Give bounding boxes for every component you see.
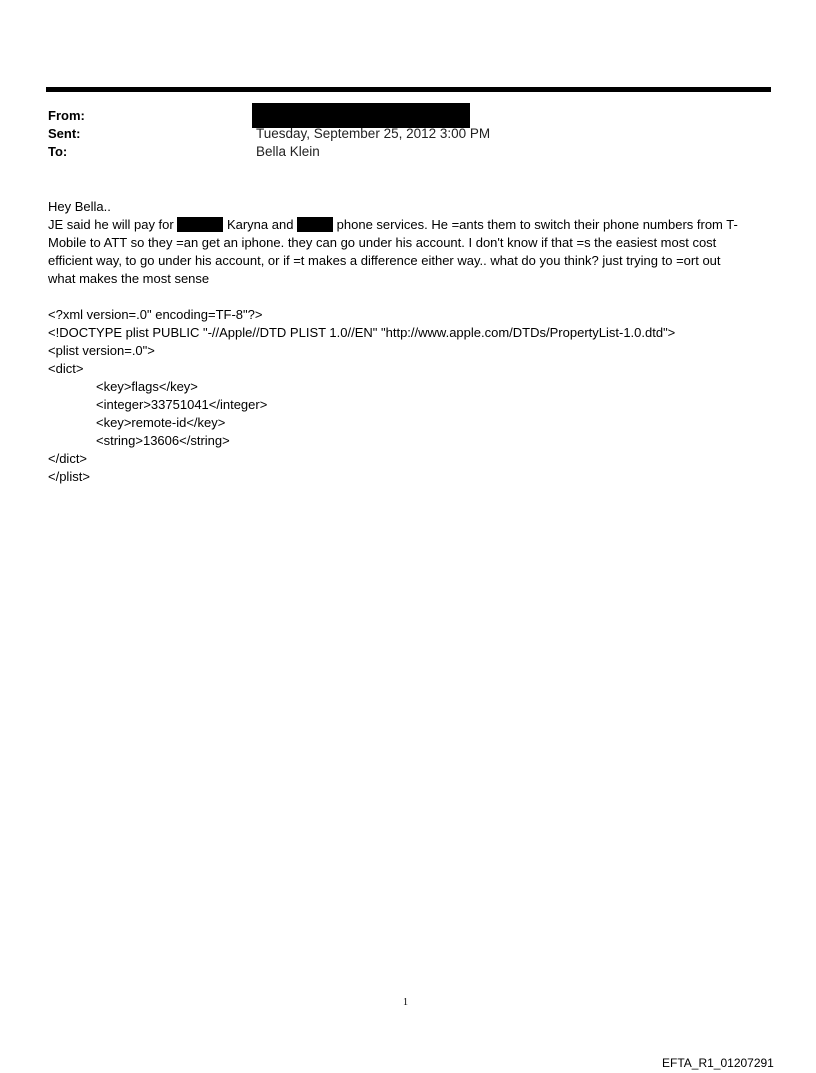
- code-line-8: <string>13606</string>: [96, 433, 230, 448]
- to-value: Bella Klein: [256, 144, 320, 159]
- from-redaction: [252, 103, 470, 128]
- sent-label: Sent:: [48, 126, 81, 141]
- from-label: From:: [48, 108, 85, 123]
- code-line-6: <integer>33751041</integer>: [96, 397, 268, 412]
- code-line-1: <?xml version=.0" encoding=TF-8"?>: [48, 307, 263, 322]
- greeting: Hey Bella..: [48, 199, 111, 214]
- body-line-4: what makes the most sense: [48, 271, 210, 286]
- code-line-3: <plist version=.0">: [48, 343, 155, 358]
- code-line-9: </dict>: [48, 451, 88, 466]
- name-redaction-2: [297, 217, 333, 232]
- name-redaction-1: [177, 217, 223, 232]
- page-number: 1: [403, 997, 408, 1008]
- code-line-5: <key>flags</key>: [96, 379, 198, 394]
- to-label: To:: [48, 144, 68, 159]
- code-line-2: <!DOCTYPE plist PUBLIC "-//Apple//DTD PLIST 1.0//EN" "http://www.apple.com/DTDs/PropertyList-1.0.dtd">: [48, 325, 676, 340]
- code-line-7: <key>remote-id</key>: [96, 415, 226, 430]
- body-line-1: [48, 216, 738, 234]
- sent-value: Tuesday, September 25, 2012 3:00 PM: [256, 126, 491, 141]
- body-line-1c: phone services. He =ants them to switch their phone numbers from T-: [333, 217, 738, 232]
- header-rule: [46, 87, 771, 92]
- body-line-1a: JE said he will pay for: [48, 217, 178, 232]
- body-line-3: efficient way, to go under his account, or if =t makes a difference either way.. what do you think? just trying to =ort out: [48, 253, 721, 268]
- body-line-2: Mobile to ATT so they =an get an iphone. they can go under his account. I don't know if that =s the easiest most cost: [48, 235, 717, 250]
- footer-document-id: EFTA_R1_01207291: [662, 1056, 774, 1070]
- code-line-10: </plist>: [48, 469, 90, 484]
- code-line-4: <dict>: [48, 361, 84, 376]
- body-line-1b: Karyna and: [223, 217, 298, 232]
